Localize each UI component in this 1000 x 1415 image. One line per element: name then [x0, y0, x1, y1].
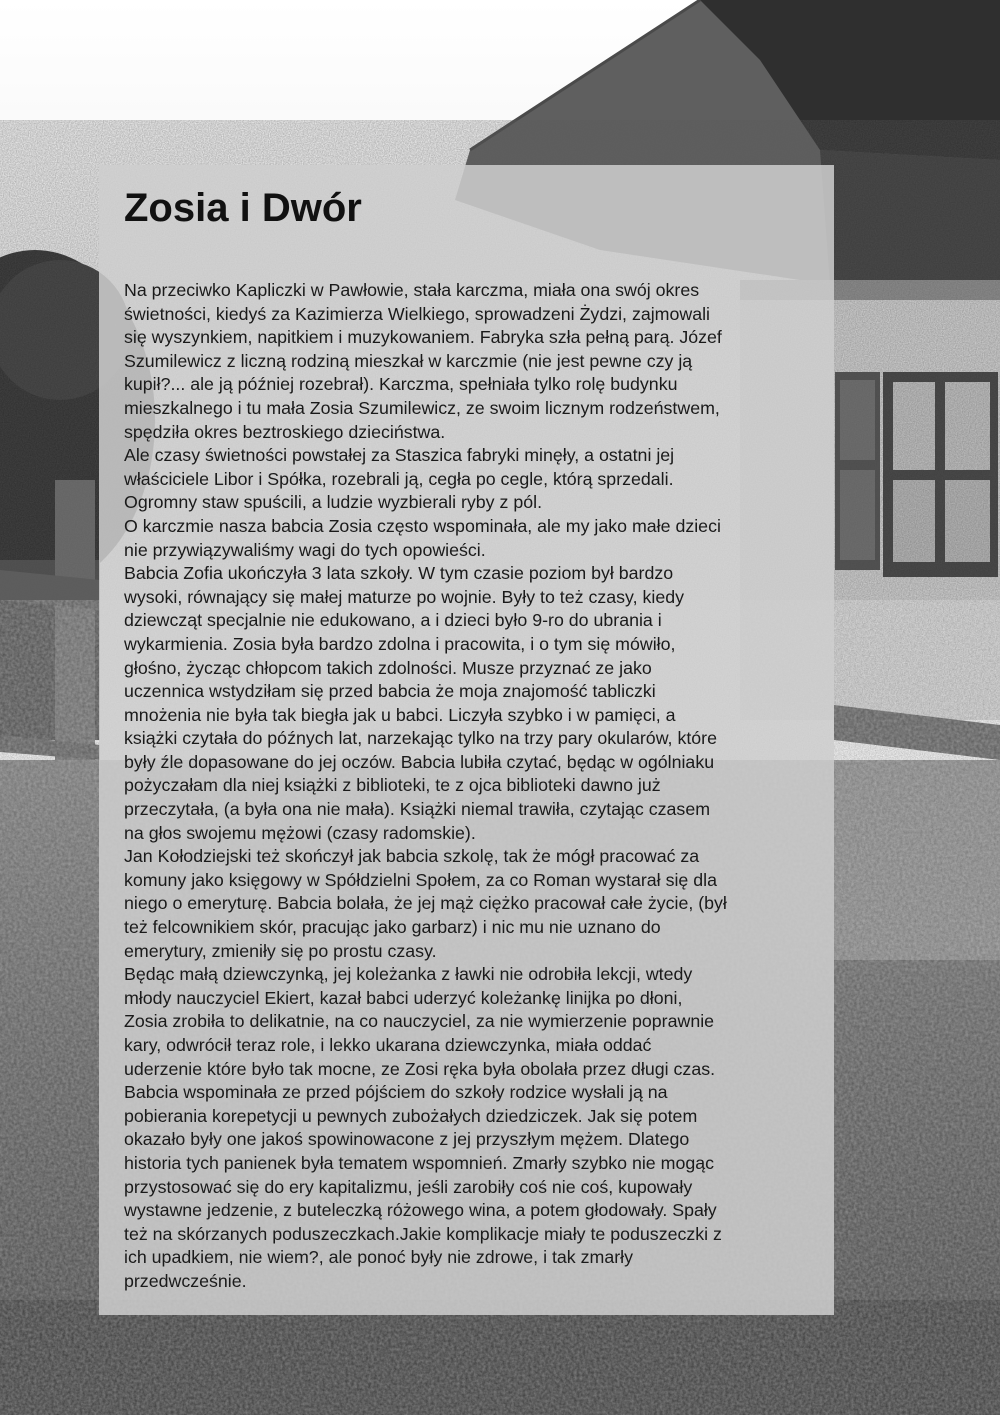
page-title: Zosia i Dwór: [124, 186, 362, 230]
story-line: wykarmienia. Zosia była bardzo zdolna i pracowita, i o tym się mówiło,: [124, 633, 676, 654]
story-line: Będąc małą dziewczynką, jej koleżanka z ławki nie odrobiła lekcji, wtedy: [124, 964, 693, 985]
story-line: Jan Kołodziejski też skończył jak babcia szkolę, tak że mógł pracować za: [124, 846, 700, 867]
story-line: kupił?... ale ją później rozebrał). Karczma, spełniała tylko rolę budynku: [124, 374, 678, 395]
story-line: okazało były one jakoś spowinowacone z jej przyszłym mężem. Dlatego: [124, 1129, 690, 1150]
story-line: wysoki, równający się małej maturze po wojnie. Były to też czasy, kiedy: [124, 586, 684, 607]
story-line: pobierania korepetycji u pewnych zubożałych dziedziczek. Jak się potem: [124, 1105, 698, 1126]
story-line: Ogromny staw spuścili, a ludzie wyzbierali ryby z pól.: [124, 492, 543, 513]
story-line: emerytury, zmieniły się po prostu czasy.: [124, 940, 437, 961]
story-line: świetności, kiedyś za Kazimierza Wielkiego, sprowadzeni Żydzi, zajmowali: [124, 303, 710, 324]
story-line: niego o emeryturę. Babcia bolała, że jej mąż ciężko pracował całe życie, (był: [124, 893, 727, 914]
story-line: przeczytała, (a była ona nie mała). Książki niemal trawiła, czytając czasem: [124, 799, 711, 820]
story-line: na głos swojemu mężowi (czasy radomskie).: [124, 822, 476, 843]
story-line: Na przeciwko Kapliczki w Pawłowie, stała karczma, miała ona swój okres: [124, 280, 700, 300]
story-line: Ale czasy świetności powstałej za Staszica fabryki minęły, a ostatni jej: [124, 445, 675, 466]
story-line: były źle dopasowane do jej oczów. Babcia lubiła czytać, będąc w ogólniaku: [124, 751, 715, 772]
story-line: pożyczałam dla niej książki z biblioteki, te z ojca biblioteki dawno już: [124, 775, 661, 796]
story-line: historia tych panienek była tematem wspomnień. Zmarły szybko nie mogąc: [124, 1152, 715, 1173]
story-line: kary, odwrócił teraz role, i lekko ukarana dziewczynka, miała oddać: [124, 1035, 652, 1055]
story-line: Babcia Zofia ukończyła 3 lata szkoły. W tym czasie poziom był bardzo: [124, 563, 674, 584]
story-line: ich upadkiem, nie wiem?, ale ponoć były nie zdrowe, i tak zmarły: [124, 1247, 633, 1268]
story-line: głośno, życząc chłopcom takich zdolności. Musze przyznać ze jako: [124, 657, 652, 678]
story-line: uczennica wstydziłam się przed babcia że moja znajomość tabliczki: [124, 681, 656, 702]
story-line: przystosować się do ery kapitalizmu, jeśli zarobiły coś nie coś, kupowały: [124, 1176, 693, 1197]
story-line: mieszkalnego i tu mała Zosia Szumilewicz, ze swoim licznym rodzeństwem,: [124, 397, 720, 418]
story-line: spędziła okres beztroskiego dzieciństwa.: [124, 421, 446, 442]
story-text: [124, 279, 816, 1294]
story-line: właściciele Libor i Spółka, rozebrali ją, cegła po cegle, którą sprzedali.: [124, 468, 674, 489]
story-line: nie przywiązywaliśmy wagi do tych opowieści.: [124, 539, 486, 560]
story-line: przedwcześnie.: [124, 1270, 247, 1291]
text-panel: [99, 165, 834, 1315]
story-line: wystawne jedzenie, z buteleczką różowego wina, a potem głodowały. Spały: [124, 1200, 717, 1221]
story-line: Szumilewicz z liczną rodziną mieszkał w karczmie (nie jest pewne czy ją: [124, 350, 693, 371]
story-line: uderzenie które było tak mocne, ze Zosi ręka była obolała przez długi czas.: [124, 1058, 716, 1079]
story-line: Babcia wspominała ze przed pójściem do szkoły rodzice wysłali ją na: [124, 1082, 668, 1103]
story-line: się wyszynkiem, napitkiem i muzykowaniem. Fabryka szła pełną parą. Józef: [124, 327, 722, 348]
story-line: książki czytała do późnych lat, narzekając tylko na trzy pary okularów, które: [124, 728, 717, 749]
story-line: mnożenia nie była tak biegła jak u babci. Liczyła szybko i w pamięci, a: [124, 704, 676, 725]
story-line: komuny jako księgowy w Spółdzielni Społem, za co Roman wystarał się dla: [124, 869, 717, 890]
story-line: też na skórzanych poduszeczkach.Jakie komplikacje miały te poduszeczki z: [124, 1223, 722, 1244]
story-line: młody nauczyciel Ekiert, kazał babci uderzyć koleżankę linijka po dłoni,: [124, 987, 683, 1008]
story-line: Zosia zrobiła to delikatnie, na co nauczyciel, za nie wymierzenie poprawnie: [124, 1011, 715, 1032]
story-line: dziewcząt specjalnie nie edukowano, a i dzieci było 9-ro do ubrania i: [124, 610, 662, 631]
story-line: O karczmie nasza babcia Zosia często wspominała, ale my jako małe dzieci: [124, 515, 721, 536]
story-line: też felcownikiem skór, pracując jako garbarz) i nic mu nie uznano do: [124, 917, 661, 938]
